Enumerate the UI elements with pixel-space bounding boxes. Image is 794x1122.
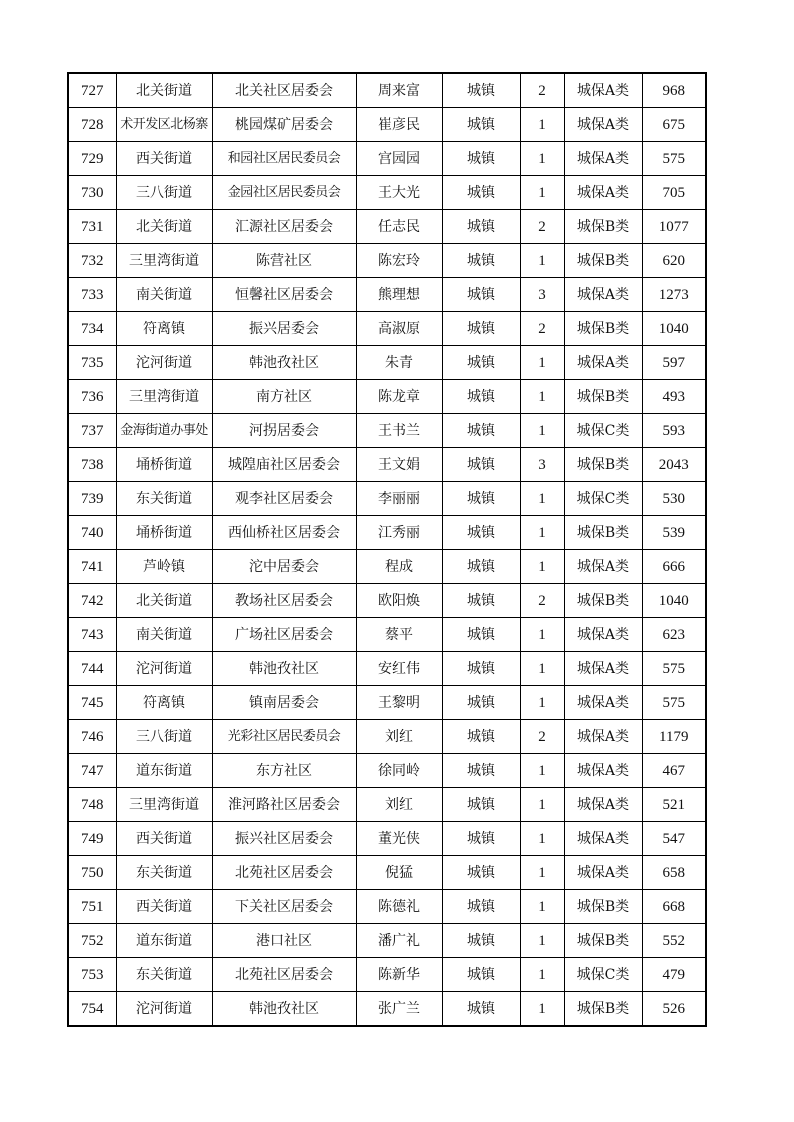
- cell-category: 城保C类: [564, 958, 642, 992]
- cell-person-name: 朱青: [356, 346, 442, 380]
- cell-household-count: 1: [520, 924, 564, 958]
- cell-street: 符离镇: [116, 686, 212, 720]
- cell-serial-number: 731: [68, 210, 116, 244]
- cell-amount: 493: [642, 380, 706, 414]
- table-row: [68, 516, 706, 550]
- cell-amount: 547: [642, 822, 706, 856]
- cell-street: 沱河街道: [116, 992, 212, 1027]
- cell-area-type: 城镇: [442, 414, 520, 448]
- cell-amount: 1179: [642, 720, 706, 754]
- cell-community: 汇源社区居委会: [212, 210, 356, 244]
- cell-category: 城保B类: [564, 992, 642, 1027]
- cell-household-count: 2: [520, 720, 564, 754]
- cell-household-count: 1: [520, 754, 564, 788]
- table-row: [68, 244, 706, 278]
- cell-person-name: 徐同岭: [356, 754, 442, 788]
- cell-household-count: 1: [520, 108, 564, 142]
- cell-serial-number: 744: [68, 652, 116, 686]
- cell-community: 观李社区居委会: [212, 482, 356, 516]
- cell-household-count: 1: [520, 550, 564, 584]
- table-row: [68, 958, 706, 992]
- cell-household-count: 1: [520, 686, 564, 720]
- cell-serial-number: 754: [68, 992, 116, 1027]
- table-row: [68, 278, 706, 312]
- cell-community: 镇南居委会: [212, 686, 356, 720]
- cell-person-name: 熊理想: [356, 278, 442, 312]
- cell-category: 城保B类: [564, 584, 642, 618]
- cell-street: 埇桥街道: [116, 448, 212, 482]
- cell-household-count: 1: [520, 618, 564, 652]
- cell-person-name: 张广兰: [356, 992, 442, 1027]
- cell-category: 城保B类: [564, 890, 642, 924]
- cell-serial-number: 728: [68, 108, 116, 142]
- cell-area-type: 城镇: [442, 992, 520, 1027]
- cell-serial-number: 742: [68, 584, 116, 618]
- cell-area-type: 城镇: [442, 618, 520, 652]
- table-body: [68, 73, 706, 1026]
- cell-serial-number: 735: [68, 346, 116, 380]
- cell-category: 城保A类: [564, 550, 642, 584]
- cell-household-count: 1: [520, 890, 564, 924]
- cell-category: 城保B类: [564, 312, 642, 346]
- cell-area-type: 城镇: [442, 312, 520, 346]
- cell-amount: 575: [642, 686, 706, 720]
- cell-person-name: 王文娟: [356, 448, 442, 482]
- table-row: [68, 448, 706, 482]
- cell-household-count: 1: [520, 482, 564, 516]
- cell-person-name: 陈新华: [356, 958, 442, 992]
- cell-community: 西仙桥社区居委会: [212, 516, 356, 550]
- table-row: [68, 924, 706, 958]
- cell-serial-number: 748: [68, 788, 116, 822]
- table-row: [68, 754, 706, 788]
- cell-area-type: 城镇: [442, 754, 520, 788]
- table-row: [68, 380, 706, 414]
- cell-category: 城保A类: [564, 346, 642, 380]
- cell-category: 城保A类: [564, 720, 642, 754]
- cell-community: 下关社区居委会: [212, 890, 356, 924]
- cell-person-name: 刘红: [356, 788, 442, 822]
- cell-serial-number: 750: [68, 856, 116, 890]
- cell-amount: 1040: [642, 312, 706, 346]
- cell-area-type: 城镇: [442, 482, 520, 516]
- cell-household-count: 3: [520, 448, 564, 482]
- cell-amount: 539: [642, 516, 706, 550]
- cell-category: 城保A类: [564, 108, 642, 142]
- cell-street: 东关街道: [116, 856, 212, 890]
- cell-household-count: 1: [520, 380, 564, 414]
- cell-category: 城保A类: [564, 73, 642, 108]
- cell-street: 东关街道: [116, 482, 212, 516]
- cell-serial-number: 747: [68, 754, 116, 788]
- cell-street: 东关街道: [116, 958, 212, 992]
- cell-amount: 623: [642, 618, 706, 652]
- table-row: [68, 652, 706, 686]
- cell-street: 三里湾街道: [116, 380, 212, 414]
- cell-person-name: 蔡平: [356, 618, 442, 652]
- cell-amount: 521: [642, 788, 706, 822]
- cell-street: 北关街道: [116, 210, 212, 244]
- cell-area-type: 城镇: [442, 788, 520, 822]
- cell-category: 城保A类: [564, 754, 642, 788]
- cell-street: 北关街道: [116, 73, 212, 108]
- cell-category: 城保A类: [564, 686, 642, 720]
- cell-household-count: 1: [520, 788, 564, 822]
- cell-area-type: 城镇: [442, 278, 520, 312]
- cell-person-name: 任志民: [356, 210, 442, 244]
- cell-community: 金园社区居民委员会: [212, 176, 356, 210]
- table-row: [68, 550, 706, 584]
- cell-serial-number: 729: [68, 142, 116, 176]
- cell-person-name: 倪猛: [356, 856, 442, 890]
- cell-area-type: 城镇: [442, 958, 520, 992]
- cell-community: 南方社区: [212, 380, 356, 414]
- cell-area-type: 城镇: [442, 652, 520, 686]
- table-row: [68, 856, 706, 890]
- cell-street: 道东街道: [116, 754, 212, 788]
- cell-community: 河拐居委会: [212, 414, 356, 448]
- cell-serial-number: 734: [68, 312, 116, 346]
- cell-serial-number: 732: [68, 244, 116, 278]
- cell-category: 城保A类: [564, 822, 642, 856]
- cell-area-type: 城镇: [442, 448, 520, 482]
- cell-category: 城保B类: [564, 516, 642, 550]
- cell-amount: 620: [642, 244, 706, 278]
- table-row: [68, 720, 706, 754]
- cell-amount: 968: [642, 73, 706, 108]
- cell-category: 城保B类: [564, 448, 642, 482]
- cell-category: 城保B类: [564, 244, 642, 278]
- cell-household-count: 1: [520, 856, 564, 890]
- cell-person-name: 江秀丽: [356, 516, 442, 550]
- cell-serial-number: 751: [68, 890, 116, 924]
- cell-person-name: 王大光: [356, 176, 442, 210]
- cell-area-type: 城镇: [442, 346, 520, 380]
- table-row: [68, 686, 706, 720]
- cell-person-name: 程成: [356, 550, 442, 584]
- cell-person-name: 崔彦民: [356, 108, 442, 142]
- cell-street: 三八街道: [116, 176, 212, 210]
- table-row: [68, 482, 706, 516]
- cell-amount: 467: [642, 754, 706, 788]
- table-row: [68, 312, 706, 346]
- cell-category: 城保A类: [564, 652, 642, 686]
- cell-area-type: 城镇: [442, 890, 520, 924]
- cell-street: 西关街道: [116, 142, 212, 176]
- cell-street: 三里湾街道: [116, 244, 212, 278]
- cell-area-type: 城镇: [442, 584, 520, 618]
- cell-area-type: 城镇: [442, 720, 520, 754]
- table-row: [68, 992, 706, 1027]
- cell-community: 振兴居委会: [212, 312, 356, 346]
- cell-street: 道东街道: [116, 924, 212, 958]
- cell-serial-number: 745: [68, 686, 116, 720]
- cell-area-type: 城镇: [442, 516, 520, 550]
- cell-category: 城保B类: [564, 924, 642, 958]
- cell-person-name: 安红伟: [356, 652, 442, 686]
- cell-community: 教场社区居委会: [212, 584, 356, 618]
- cell-street: 西关街道: [116, 890, 212, 924]
- cell-area-type: 城镇: [442, 924, 520, 958]
- cell-serial-number: 749: [68, 822, 116, 856]
- cell-amount: 593: [642, 414, 706, 448]
- cell-household-count: 1: [520, 516, 564, 550]
- cell-amount: 668: [642, 890, 706, 924]
- cell-community: 桃园煤矿居委会: [212, 108, 356, 142]
- table-row: [68, 584, 706, 618]
- cell-category: 城保A类: [564, 618, 642, 652]
- cell-person-name: 陈宏玲: [356, 244, 442, 278]
- cell-person-name: 王黎明: [356, 686, 442, 720]
- cell-category: 城保A类: [564, 142, 642, 176]
- cell-category: 城保A类: [564, 278, 642, 312]
- cell-amount: 530: [642, 482, 706, 516]
- cell-person-name: 高淑原: [356, 312, 442, 346]
- cell-community: 北关社区居委会: [212, 73, 356, 108]
- cell-category: 城保B类: [564, 380, 642, 414]
- cell-person-name: 刘红: [356, 720, 442, 754]
- cell-household-count: 2: [520, 584, 564, 618]
- cell-household-count: 1: [520, 346, 564, 380]
- cell-serial-number: 730: [68, 176, 116, 210]
- cell-serial-number: 733: [68, 278, 116, 312]
- cell-street: 埇桥街道: [116, 516, 212, 550]
- cell-household-count: 1: [520, 244, 564, 278]
- cell-street: 沱河街道: [116, 346, 212, 380]
- cell-amount: 479: [642, 958, 706, 992]
- cell-serial-number: 746: [68, 720, 116, 754]
- cell-street: 北关街道: [116, 584, 212, 618]
- cell-person-name: 宫园园: [356, 142, 442, 176]
- cell-community: 淮河路社区居委会: [212, 788, 356, 822]
- cell-serial-number: 739: [68, 482, 116, 516]
- cell-serial-number: 743: [68, 618, 116, 652]
- cell-community: 陈营社区: [212, 244, 356, 278]
- cell-community: 北苑社区居委会: [212, 856, 356, 890]
- table-row: [68, 890, 706, 924]
- cell-household-count: 1: [520, 822, 564, 856]
- cell-household-count: 2: [520, 73, 564, 108]
- cell-household-count: 3: [520, 278, 564, 312]
- table-row: [68, 618, 706, 652]
- cell-person-name: 李丽丽: [356, 482, 442, 516]
- cell-area-type: 城镇: [442, 822, 520, 856]
- cell-street: 南关街道: [116, 278, 212, 312]
- cell-amount: 575: [642, 142, 706, 176]
- cell-community: 东方社区: [212, 754, 356, 788]
- cell-street: 金海街道办事处: [116, 414, 212, 448]
- cell-household-count: 2: [520, 210, 564, 244]
- cell-amount: 552: [642, 924, 706, 958]
- cell-community: 广场社区居委会: [212, 618, 356, 652]
- cell-person-name: 陈德礼: [356, 890, 442, 924]
- cell-community: 北苑社区居委会: [212, 958, 356, 992]
- table-row: [68, 210, 706, 244]
- cell-area-type: 城镇: [442, 176, 520, 210]
- cell-community: 韩池孜社区: [212, 992, 356, 1027]
- document-sheet: [67, 72, 707, 1027]
- cell-person-name: 王书兰: [356, 414, 442, 448]
- cell-serial-number: 727: [68, 73, 116, 108]
- cell-serial-number: 737: [68, 414, 116, 448]
- cell-household-count: 1: [520, 958, 564, 992]
- table-row: [68, 788, 706, 822]
- cell-area-type: 城镇: [442, 550, 520, 584]
- table-row: [68, 142, 706, 176]
- cell-street: 西关街道: [116, 822, 212, 856]
- cell-area-type: 城镇: [442, 244, 520, 278]
- cell-category: 城保A类: [564, 788, 642, 822]
- cell-community: 港口社区: [212, 924, 356, 958]
- cell-serial-number: 740: [68, 516, 116, 550]
- cell-amount: 2043: [642, 448, 706, 482]
- table-row: [68, 346, 706, 380]
- cell-community: 韩池孜社区: [212, 346, 356, 380]
- cell-area-type: 城镇: [442, 686, 520, 720]
- cell-community: 韩池孜社区: [212, 652, 356, 686]
- cell-area-type: 城镇: [442, 856, 520, 890]
- cell-area-type: 城镇: [442, 142, 520, 176]
- cell-community: 和园社区居民委员会: [212, 142, 356, 176]
- cell-community: 城隍庙社区居委会: [212, 448, 356, 482]
- cell-street: 术开发区北杨寨: [116, 108, 212, 142]
- table-row: [68, 822, 706, 856]
- cell-amount: 1077: [642, 210, 706, 244]
- cell-amount: 1273: [642, 278, 706, 312]
- cell-serial-number: 736: [68, 380, 116, 414]
- cell-amount: 597: [642, 346, 706, 380]
- cell-serial-number: 738: [68, 448, 116, 482]
- cell-person-name: 董光侠: [356, 822, 442, 856]
- cell-area-type: 城镇: [442, 210, 520, 244]
- cell-amount: 1040: [642, 584, 706, 618]
- cell-community: 恒馨社区居委会: [212, 278, 356, 312]
- cell-community: 沱中居委会: [212, 550, 356, 584]
- cell-household-count: 1: [520, 176, 564, 210]
- cell-area-type: 城镇: [442, 108, 520, 142]
- cell-community: 光彩社区居民委员会: [212, 720, 356, 754]
- cell-household-count: 1: [520, 992, 564, 1027]
- cell-household-count: 1: [520, 414, 564, 448]
- cell-person-name: 潘广礼: [356, 924, 442, 958]
- table-row: [68, 414, 706, 448]
- cell-category: 城保C类: [564, 482, 642, 516]
- cell-category: 城保B类: [564, 210, 642, 244]
- cell-person-name: 周来富: [356, 73, 442, 108]
- cell-category: 城保A类: [564, 176, 642, 210]
- cell-serial-number: 753: [68, 958, 116, 992]
- cell-amount: 705: [642, 176, 706, 210]
- recipient-table: [67, 72, 707, 1027]
- cell-household-count: 1: [520, 652, 564, 686]
- cell-person-name: 欧阳焕: [356, 584, 442, 618]
- cell-amount: 675: [642, 108, 706, 142]
- cell-person-name: 陈龙章: [356, 380, 442, 414]
- cell-street: 芦岭镇: [116, 550, 212, 584]
- cell-serial-number: 752: [68, 924, 116, 958]
- cell-household-count: 2: [520, 312, 564, 346]
- cell-street: 沱河街道: [116, 652, 212, 686]
- table-row: [68, 176, 706, 210]
- cell-category: 城保A类: [564, 856, 642, 890]
- cell-category: 城保C类: [564, 414, 642, 448]
- cell-amount: 658: [642, 856, 706, 890]
- cell-household-count: 1: [520, 142, 564, 176]
- cell-street: 南关街道: [116, 618, 212, 652]
- cell-amount: 666: [642, 550, 706, 584]
- cell-amount: 575: [642, 652, 706, 686]
- cell-amount: 526: [642, 992, 706, 1027]
- cell-area-type: 城镇: [442, 73, 520, 108]
- cell-area-type: 城镇: [442, 380, 520, 414]
- cell-street: 三里湾街道: [116, 788, 212, 822]
- table-row: [68, 108, 706, 142]
- table-row: [68, 73, 706, 108]
- cell-street: 符离镇: [116, 312, 212, 346]
- cell-serial-number: 741: [68, 550, 116, 584]
- cell-community: 振兴社区居委会: [212, 822, 356, 856]
- cell-street: 三八街道: [116, 720, 212, 754]
